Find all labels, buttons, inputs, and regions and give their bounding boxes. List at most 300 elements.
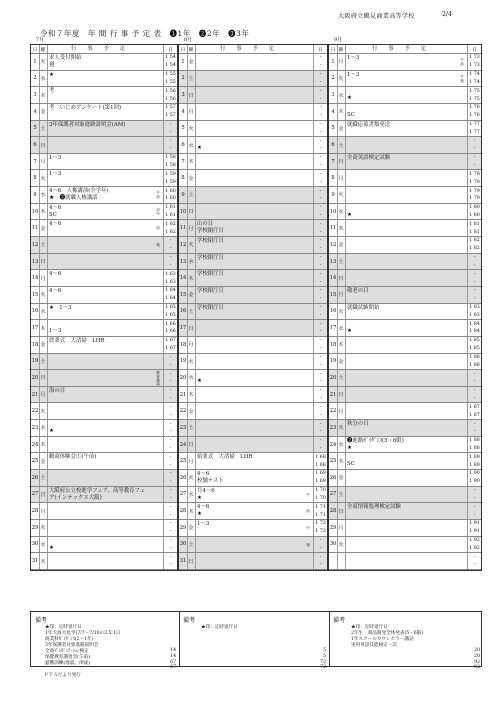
class-count-value: 1 91	[469, 521, 480, 527]
month-table	[30, 44, 178, 571]
col-weekday-header: 曜	[337, 45, 346, 53]
weekday: 火	[39, 287, 48, 303]
day-row	[179, 237, 327, 254]
note-count: 20	[474, 654, 480, 659]
day-row	[31, 387, 177, 404]
day-number: 18	[329, 337, 338, 353]
day-row	[31, 121, 177, 138]
weekday: 日	[187, 553, 196, 569]
event-text: 学校閉庁日	[197, 254, 224, 261]
note-line: 避難訓練(地震、津波)	[45, 661, 90, 666]
side-note: 中	[306, 525, 311, 530]
class-count	[163, 304, 177, 320]
day-row	[31, 487, 177, 504]
class-count-value: 1 92	[469, 537, 480, 543]
weekday: 金	[337, 354, 346, 370]
day-number: 7	[329, 154, 338, 170]
weekday: 水	[337, 320, 346, 336]
class-count-value: 1 56	[165, 88, 176, 94]
note-count: 5	[323, 648, 326, 653]
weekday: 土	[39, 470, 48, 486]
class-count-value: -	[169, 554, 172, 560]
class-count-value: 1 78	[469, 171, 480, 177]
event-text: 1～3	[49, 171, 62, 178]
class-count-value: -	[473, 288, 476, 294]
notes-september	[329, 612, 483, 670]
day-number: 3	[329, 87, 338, 103]
class-count-value: -	[473, 255, 476, 261]
weekday: 金	[187, 520, 196, 536]
class-count-value: -	[473, 429, 476, 435]
class-count	[313, 370, 327, 386]
day-number: 27	[329, 487, 338, 503]
class-count-value: 1 74	[469, 79, 480, 85]
class-count-value: 1 63	[165, 271, 176, 277]
day-number: 14	[31, 270, 40, 286]
class-count-value: -	[319, 321, 322, 327]
class-count-value: 1 77	[469, 121, 480, 127]
class-count	[467, 320, 481, 336]
class-count	[467, 503, 481, 519]
weekday: 水	[39, 187, 48, 203]
class-count	[467, 237, 481, 253]
class-count	[467, 287, 481, 303]
note-line: 商業科ｶﾞｲﾀﾞﾝｽ(2～1年)	[45, 637, 94, 642]
class-count	[313, 270, 327, 286]
class-count-value: -	[473, 379, 476, 385]
class-count-value: -	[319, 196, 322, 202]
note-line: ★印：定時退庁日	[201, 625, 238, 630]
class-count-value: -	[319, 537, 322, 543]
day-number: 8	[329, 170, 338, 186]
day-number: 5	[329, 121, 338, 137]
day-row	[31, 304, 177, 321]
weekday: 土	[337, 137, 346, 153]
class-count-value: -	[473, 388, 476, 394]
day-number: 23	[31, 420, 40, 436]
weekday: 日	[187, 87, 196, 103]
event-text: 3年保護者対象進路説明会(AM)	[49, 121, 126, 128]
class-count-value: -	[319, 429, 322, 435]
class-count-value: -	[169, 429, 172, 435]
day-number: 10	[179, 204, 188, 220]
day-number: 10	[329, 204, 338, 220]
event-text: 1～3	[197, 520, 210, 527]
day-row	[179, 387, 327, 404]
class-count	[467, 370, 481, 386]
day-number: 17	[179, 320, 188, 336]
class-count	[467, 204, 481, 220]
class-count-value: 1 55	[165, 79, 176, 85]
weekday	[337, 553, 346, 569]
weekday: 日	[337, 154, 346, 170]
day-row	[31, 470, 177, 487]
class-count-value: 1 83	[469, 305, 480, 311]
class-count-value: 1 67	[165, 346, 176, 352]
column-header-row	[329, 45, 481, 54]
day-row	[179, 254, 327, 271]
class-count-value: -	[473, 262, 476, 268]
class-count	[163, 237, 177, 253]
note-line: 全商ﾌﾟﾚｾﾞﾝﾃｰｼｮﾝ検定	[45, 649, 89, 654]
event-text: ★	[49, 428, 54, 435]
weekday: 土	[39, 237, 48, 253]
col-event-header: 行 事 予 定	[220, 46, 274, 52]
note-count: 67	[170, 660, 176, 665]
weekday: 土	[337, 370, 346, 386]
day-number: 15	[31, 287, 40, 303]
weekday: 水	[337, 87, 346, 103]
class-count-value: 1 81	[469, 221, 480, 227]
weekday: 木	[39, 320, 48, 336]
weekday: 日	[337, 503, 346, 519]
class-count-value: -	[169, 438, 172, 444]
side-note: 後	[156, 243, 161, 247]
class-count	[313, 137, 327, 153]
day-number: 20	[329, 370, 338, 386]
weekday: 金	[187, 403, 196, 419]
day-number: 6	[329, 137, 338, 153]
weekday: 木	[187, 503, 196, 519]
day-number: 28	[179, 503, 188, 519]
weekday: 木	[187, 387, 196, 403]
day-number: 15	[329, 287, 338, 303]
day-number: 16	[31, 304, 40, 320]
class-count-value: 1 62	[165, 221, 176, 227]
weekday: 火	[337, 304, 346, 320]
class-count-value: -	[319, 146, 322, 152]
day-row	[179, 187, 327, 204]
day-number: 12	[179, 237, 188, 253]
class-count	[467, 270, 481, 286]
class-count-value: 1 70	[315, 495, 326, 501]
class-count-value: -	[319, 362, 322, 368]
day-row	[329, 104, 481, 121]
class-count-value: 1 89	[469, 462, 480, 468]
class-count-value: -	[319, 305, 322, 311]
weekday: 木	[39, 204, 48, 220]
weekday: 日	[187, 437, 196, 453]
class-count	[163, 453, 177, 469]
class-count-value: -	[319, 312, 322, 318]
class-count-value: 1 63	[165, 279, 176, 285]
weekday: 日	[337, 387, 346, 403]
day-number: 13	[329, 254, 338, 270]
month-august	[178, 38, 328, 665]
class-count	[163, 520, 177, 536]
class-count-value: 1 86	[469, 354, 480, 360]
weekday: 土	[187, 420, 196, 436]
class-count-value: -	[319, 346, 322, 352]
day-row	[31, 453, 177, 470]
class-count-value: -	[169, 495, 172, 501]
notes-august	[179, 612, 329, 670]
class-count-value: 1 57	[165, 113, 176, 119]
weekday: 月	[337, 403, 346, 419]
event-text: ★ 1～3	[49, 304, 72, 311]
day-number: 17	[329, 320, 338, 336]
class-count	[163, 437, 177, 453]
weekday: 月	[39, 503, 48, 519]
class-count-value: 1 82	[469, 238, 480, 244]
class-count	[163, 87, 177, 103]
event-text: 1～3	[49, 328, 62, 335]
day-number: 29	[179, 520, 188, 536]
weekday: 水	[39, 71, 48, 87]
class-count-value: 1 87	[469, 412, 480, 418]
weekday: 土	[337, 254, 346, 270]
day-number: 28	[31, 503, 40, 519]
day-row	[179, 470, 327, 487]
note-count: 20	[474, 648, 480, 653]
day-number: 30	[329, 537, 338, 553]
class-count	[467, 137, 481, 153]
day-number: 1	[329, 54, 338, 70]
event-text: 就職試験開始	[347, 304, 380, 311]
class-count-value: -	[473, 554, 476, 560]
day-number: 1	[31, 54, 40, 70]
day-row	[179, 304, 327, 321]
class-count	[313, 320, 327, 336]
class-count	[467, 187, 481, 203]
page-number: 2/4	[442, 11, 452, 18]
day-row	[329, 470, 481, 487]
weekday: 木	[187, 270, 196, 286]
weekday: 土	[39, 354, 48, 370]
class-count-value: -	[319, 271, 322, 277]
event-text: ★	[197, 378, 202, 385]
day-number: 24	[329, 437, 338, 453]
class-count-value: -	[319, 188, 322, 194]
day-number: 21	[179, 387, 188, 403]
class-count-value: -	[169, 371, 172, 377]
class-count	[467, 87, 481, 103]
weekday: 木	[337, 337, 346, 353]
class-count-value: -	[319, 171, 322, 177]
col-event-header: 行 事 予 定	[372, 46, 426, 52]
class-count	[163, 420, 177, 436]
class-count-value: -	[319, 545, 322, 551]
class-count	[163, 287, 177, 303]
class-count-value: -	[319, 371, 322, 377]
day-row	[329, 304, 481, 321]
col-number-header: 日	[163, 45, 177, 53]
class-count	[163, 137, 177, 153]
day-number: 5	[179, 121, 188, 137]
weekday: 月	[187, 220, 196, 236]
day-number: 16	[329, 304, 338, 320]
class-count-value: -	[319, 63, 322, 69]
day-number: 26	[179, 470, 188, 486]
weekday: 月	[337, 170, 346, 186]
class-count-value: -	[473, 512, 476, 518]
event-text: 鶴商体験会①(午前)	[49, 454, 97, 461]
weekday: 月	[187, 453, 196, 469]
note-line: ★印：定時退庁日	[45, 625, 82, 630]
class-count	[313, 287, 327, 303]
day-row	[329, 370, 481, 387]
day-row	[31, 437, 177, 454]
class-count-value: -	[319, 255, 322, 261]
class-count	[163, 470, 177, 486]
weekday: 金	[39, 104, 48, 120]
class-count	[313, 537, 327, 553]
class-count-value: -	[169, 504, 172, 510]
day-number: 11	[179, 220, 188, 236]
class-count	[467, 154, 481, 170]
class-count	[313, 403, 327, 419]
day-number: 14	[179, 270, 188, 286]
class-count	[163, 320, 177, 336]
class-count	[313, 453, 327, 469]
weekday: 土	[337, 487, 346, 503]
class-count-value: -	[473, 488, 476, 494]
class-count-value: 1 90	[469, 471, 480, 477]
class-count-value: -	[473, 155, 476, 161]
weekday: 日	[187, 204, 196, 220]
col-weekday-header: 曜	[39, 45, 48, 53]
class-count-value: 1 75	[469, 96, 480, 102]
class-count-value: 1 69	[315, 471, 326, 477]
event-text: 全商英語検定試験	[347, 154, 391, 161]
day-number: 8	[31, 170, 40, 186]
weekday: 日	[39, 370, 48, 386]
day-number: 27	[179, 487, 188, 503]
class-count-value: -	[169, 479, 172, 485]
class-count	[313, 121, 327, 137]
day-number: 22	[31, 403, 40, 419]
weekday: 金	[187, 54, 196, 70]
day-row	[179, 220, 327, 237]
class-count-value: -	[319, 388, 322, 394]
side-note: 前	[306, 509, 311, 513]
side-note: 午前	[156, 191, 161, 199]
weekday: 月	[39, 387, 48, 403]
day-number: 13	[179, 254, 188, 270]
weekday: 金	[337, 470, 346, 486]
class-count-value: -	[169, 362, 172, 368]
class-count	[313, 437, 327, 453]
class-count-value: -	[319, 354, 322, 360]
class-count	[467, 403, 481, 419]
class-count-value: -	[473, 495, 476, 501]
side-note: 午	[306, 492, 311, 497]
day-row	[31, 337, 177, 354]
event-text: SC	[347, 461, 355, 468]
weekday: 月	[337, 54, 346, 70]
day-row	[329, 337, 481, 354]
class-count-value: -	[169, 421, 172, 427]
class-count-value: 1 65	[165, 305, 176, 311]
class-count-value: 1 80	[469, 212, 480, 218]
day-row	[329, 354, 481, 371]
class-count	[313, 154, 327, 170]
class-count	[313, 304, 327, 320]
weekday: 月	[337, 520, 346, 536]
class-count-value: 1 54	[165, 55, 176, 61]
month-september	[328, 38, 482, 665]
day-number: 11	[31, 220, 40, 236]
weekday: 火	[187, 354, 196, 370]
day-number: 5	[31, 121, 40, 137]
day-number: 9	[31, 187, 40, 203]
weekday: 火	[39, 54, 48, 70]
weekday: 土	[187, 537, 196, 553]
class-count	[467, 121, 481, 137]
weekday: 水	[337, 204, 346, 220]
day-number: 2	[31, 71, 40, 87]
class-count	[313, 487, 327, 503]
class-count-value: 1 84	[469, 321, 480, 327]
class-count-value: 1 57	[165, 105, 176, 111]
day-row	[329, 320, 481, 337]
weekday: 月	[39, 270, 48, 286]
class-count	[163, 204, 177, 220]
class-count-value: -	[473, 146, 476, 152]
class-count-value: 1 78	[469, 179, 480, 185]
col-day-header: 日	[31, 45, 40, 53]
month-label: 9月	[334, 37, 343, 43]
weekday: 金	[39, 453, 48, 469]
side-note: 午前	[460, 58, 465, 66]
event-text: 全商情報処理検定試験	[347, 504, 401, 511]
day-row	[329, 237, 481, 254]
weekday: 水	[337, 437, 346, 453]
day-row	[31, 270, 177, 287]
class-count-value: 1 76	[469, 113, 480, 119]
event-text: 1～3	[49, 154, 62, 161]
month-label: 8月	[184, 37, 193, 43]
weekday: 木	[337, 453, 346, 469]
weekday: 月	[187, 337, 196, 353]
class-count-value: -	[319, 379, 322, 385]
class-count-value: 1 73	[469, 63, 480, 69]
day-number: 7	[179, 154, 188, 170]
weekday: 土	[187, 304, 196, 320]
class-count-value: 1 65	[165, 312, 176, 318]
page-title: 令和７年度 年 間 行 事 予 定 表 ❶1年 ❷2年 ❸3年	[40, 29, 250, 38]
event-text: ★	[197, 145, 202, 152]
class-count	[313, 237, 327, 253]
day-row	[31, 403, 177, 420]
class-count	[313, 520, 327, 536]
weekday: 水	[39, 420, 48, 436]
class-count-value: -	[319, 338, 322, 344]
class-count-value: 1 88	[469, 445, 480, 451]
event-text: 就職応募書類発送	[347, 121, 391, 128]
day-number: 9	[179, 187, 188, 203]
note-line: 保健教育講習会(午前)	[45, 655, 90, 660]
class-count-value: -	[169, 521, 172, 527]
day-number: 26	[329, 470, 338, 486]
weekday: 火	[187, 470, 196, 486]
weekday: 月	[337, 287, 346, 303]
event-text: 学校閉庁日	[197, 238, 224, 245]
class-count-value: 1 66	[165, 321, 176, 327]
school-name: 大阪府立鶴見商業高等学校	[338, 13, 415, 20]
day-row	[179, 453, 327, 470]
class-count-value: 1 80	[469, 205, 480, 211]
class-count-value: 1 86	[469, 362, 480, 368]
event-text: 考	[49, 88, 55, 95]
class-count-value: 1 67	[165, 338, 176, 344]
weekday: 火	[337, 537, 346, 553]
day-row	[179, 537, 327, 554]
day-row	[179, 170, 327, 187]
day-row	[329, 137, 481, 154]
class-count-value: -	[319, 246, 322, 252]
day-row	[31, 220, 177, 237]
